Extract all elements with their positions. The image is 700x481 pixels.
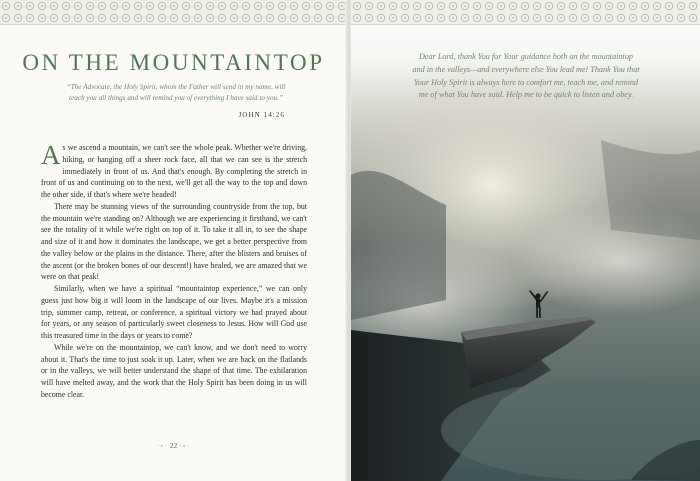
paragraph-text: s we ascend a mountain, we can't see the whole peak. Whether we're driving, hiking, or hanging off a sheer rock face, all that we can see is the stretch immediately in front of us. And that's enough. By completing the stretch in front of us and continuing on to the next, we'll get all the way to the top and down the other side, if that's where we're headed! [41, 143, 307, 199]
folio-ornament-left: ·∘· [156, 442, 168, 450]
epigraph [58, 82, 294, 104]
prayer-line: and in the valleys—and everywhere else You lead me! Thank You that [412, 64, 640, 74]
page-title: ON THE MOUNTAINTOP [22, 50, 325, 75]
paragraph: Similarly, when we have a spiritual “mountaintop experience,” we can only guess just how big it will loom in the landscape of our lives. Maybe it's a mission trip, summer camp, retreat, or conference, a spiritual victory we had prayed about for years, or any season of particularly sweet closeness to Jesus. How will God use this treasured time in the days or years to come? [41, 284, 307, 340]
paragraph [41, 142, 307, 201]
left-page [0, 0, 347, 481]
right-page [351, 0, 700, 481]
page-number: 22 [169, 441, 178, 450]
prayer-line: me of what You have said. Help me to be quick to listen and obey. [418, 90, 634, 100]
paragraph: While we're on the mountaintop, we can't know, and we don't need to worry about it. That's the time to just soak it up. Later, when we are back on the flatlands or in the valleys, we will better understand the shape of that time. The exhilaration will have melted away, and the work that the Holy Spirit has been doing in us will become clear. [41, 342, 307, 399]
prayer-line: Your Holy Spirit is always here to comfort me, teach me, and remind [413, 77, 639, 87]
paragraph: There may be stunning views of the surrounding countryside from the top, but the mountain we're standing on? Although we are experiencing it firsthand, we can't see the totality of it while we're right on top of it. To take it all in, to see the shape and size of it and how it dominates the landscape, we get a better perspective from the valley below or the plains in the distance. There, after the blisters and bruises of the ascent (or the broken bones of our descent!) have healed, we are amazed that we were on that peak! [41, 201, 307, 282]
epigraph-line: teach you all things and will remind you of everything I have said to you.” [69, 94, 283, 102]
folio-ornament-right: ·∘· [179, 442, 191, 450]
page-folio [0, 441, 347, 450]
body-text [41, 142, 307, 401]
prayer-text [391, 51, 661, 102]
scripture-citation: JOHN 14:26 [238, 111, 285, 119]
top-ornament-band [0, 0, 347, 25]
prayer-line: Dear Lord, thank You for Your guidance both on the mountaintop [418, 52, 634, 61]
epigraph-line: “The Advocate, the Holy Spirit, whom the Father will send in my name, will [66, 83, 286, 91]
top-ornament-band [351, 0, 700, 25]
drop-cap: A [41, 140, 61, 170]
